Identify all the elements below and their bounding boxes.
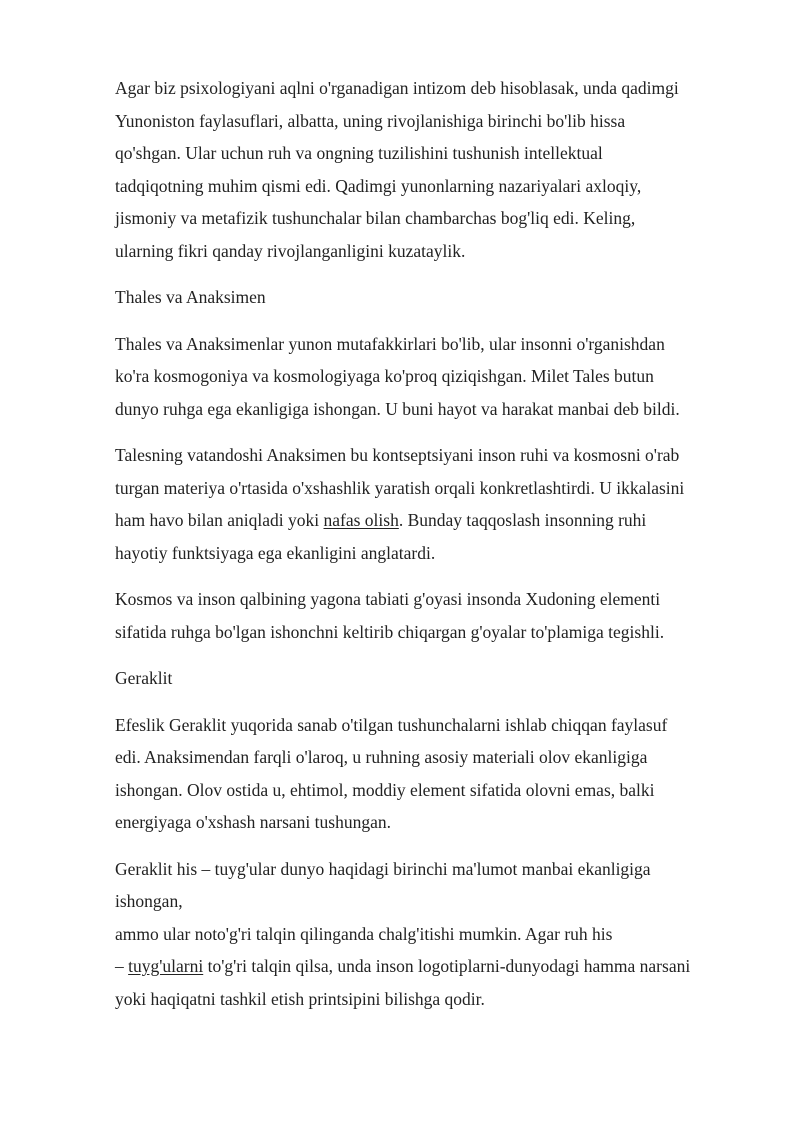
- text-line: qo'shgan. Ular uchun ruh va ongning tuzilishini tushunish intellektual: [115, 143, 603, 163]
- text-line: Efeslik Geraklit yuqorida sanab o'tilgan tushunchalarni ishlab chiqqan faylasuf: [115, 714, 668, 735]
- text-line: jismoniy va metafizik tushunchalar bilan chambarchas bog'liq edi. Keling,: [115, 208, 636, 228]
- text-line: turgan materiya o'rtasida o'xshashlik yaratish orqali konkretlashtirdi. U ikkalasini: [115, 477, 685, 498]
- text-line: Kosmos va inson qalbining yagona tabiati g'oyasi insonda Xudoning elementi: [115, 589, 661, 609]
- paragraph-thales: [115, 328, 745, 426]
- text-line: energiyaga o'xshash narsani tushungan.: [115, 812, 391, 832]
- text-line: sifatida ruhga bo'lgan ishonchni keltirib chiqargan g'oyalar to'plamiga tegishli.: [115, 621, 665, 642]
- text-line: edi. Anaksimendan farqli o'laroq, u ruhning asosiy materiali olov ekanligiga: [115, 747, 648, 767]
- text-line: hayotiy funktsiyaga ega ekanligini anglatardi.: [115, 542, 436, 563]
- section-heading-thales: Thales va Anaksimen: [115, 287, 266, 307]
- tuygularni-link[interactable]: tuyg'ularni: [128, 956, 204, 976]
- text-line: Agar biz psixologiyani aqlni o'rganadigan intizom deb hisoblasak, unda qadimgi: [115, 78, 679, 98]
- text-line: [115, 950, 745, 983]
- text-line: ishongan. Olov ostida u, ehtimol, moddiy element sifatida olovni emas, balki: [115, 779, 655, 800]
- text-line: ko'ra kosmogoniya va kosmologiyaga ko'proq qiziqishgan. Milet Tales butun: [115, 366, 654, 386]
- text-segment: . Bunday taqqoslash insonning ruhi: [398, 510, 647, 530]
- text-line: Thales va Anaksimenlar yunon mutafakkirlari bo'lib, ular insonni o'rganishdan: [115, 333, 665, 354]
- text-segment: to'g'ri talqin qilsa, unda inson logotiplarni-dunyodagi hamma narsani: [203, 956, 691, 976]
- paragraph-anaximenes: [115, 439, 745, 569]
- text-line: Talesning vatandoshi Anaksimen bu kontseptsiyani inson ruhi va kosmosni o'rab: [115, 445, 680, 465]
- text-line: Yunoniston faylasuflari, albatta, uning rivojlanishiga birinchi bo'lib hissa: [115, 110, 626, 131]
- text-line: tadqiqotning muhim qismi edi. Qadimgi yunonlarning nazariyalari axloqiy,: [115, 175, 642, 196]
- text-line: Geraklit his – tuyg'ular dunyo haqidagi birinchi ma'lumot manbai ekanligiga: [115, 858, 651, 879]
- text-segment: –: [115, 956, 129, 976]
- paragraph-senses: [115, 853, 745, 1016]
- nafas-olish-link[interactable]: nafas olish: [323, 510, 399, 530]
- paragraph-heraclitus: [115, 709, 745, 839]
- text-line: yoki haqiqatni tashkil etish printsipini bilishga qodir.: [115, 988, 485, 1009]
- text-line: ishongan,: [115, 891, 183, 911]
- document-page: [115, 72, 745, 1029]
- section-heading-heraclitus: Geraklit: [115, 668, 173, 688]
- text-line: ularning fikri qanday rivojlanganligini kuzataylik.: [115, 240, 466, 261]
- paragraph-cosmos: [115, 583, 745, 648]
- text-line: dunyo ruhga ega ekanligiga ishongan. U buni hayot va harakat manbai deb bildi.: [115, 398, 680, 419]
- text-line: [115, 504, 745, 537]
- paragraph-intro: [115, 72, 745, 267]
- text-line: ammo ular noto'g'ri talqin qilinganda chalg'itishi mumkin. Agar ruh his: [115, 923, 613, 944]
- text-segment: ham havo bilan aniqladi yoki: [115, 510, 324, 530]
